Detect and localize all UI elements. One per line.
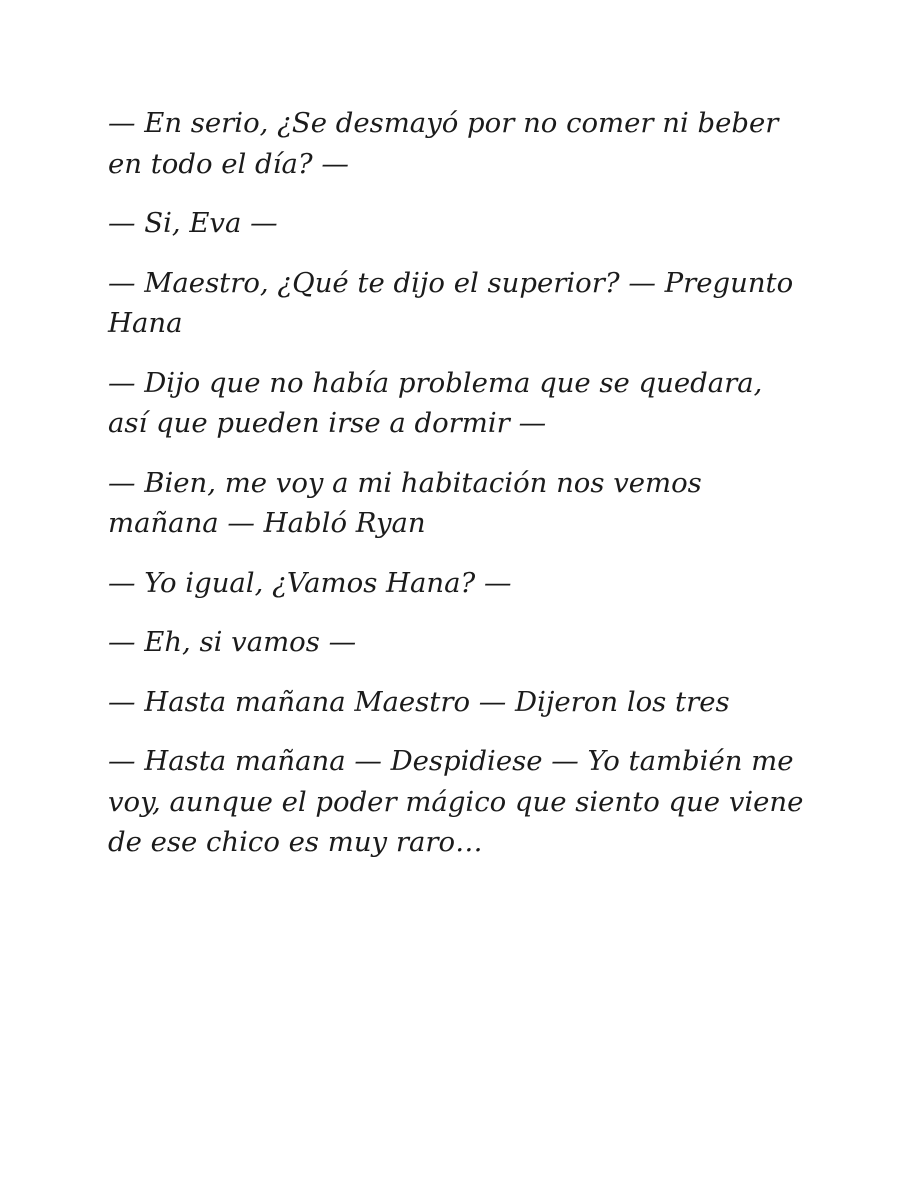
dialogue-paragraph: — Eh, si vamos —	[108, 626, 357, 658]
dialogue-paragraph: — Maestro, ¿Qué te dijo el superior? — Pregunto Hana	[108, 266, 794, 339]
reader-page	[108, 103, 808, 882]
dialogue-paragraph: — Bien, me voy a mi habitación nos vemos mañana — Habló Ryan	[108, 466, 702, 539]
dialogue-paragraph: — Hasta mañana — Despidiese — Yo también me voy, aunque el poder mágico que siento que viene de ese chico es muy raro…	[108, 745, 804, 858]
dialogue-paragraph: — En serio, ¿Se desmayó por no comer ni beber en todo el día? —	[108, 107, 779, 180]
dialogue-paragraph: — Hasta mañana Maestro — Dijeron los tres	[108, 685, 730, 718]
dialogue-paragraph: — Yo igual, ¿Vamos Hana? —	[108, 566, 512, 599]
dialogue-paragraph: — Dijo que no había problema que se quedara, así que pueden irse a dormir —	[108, 366, 763, 439]
dialogue-paragraph: — Si, Eva —	[108, 207, 278, 239]
